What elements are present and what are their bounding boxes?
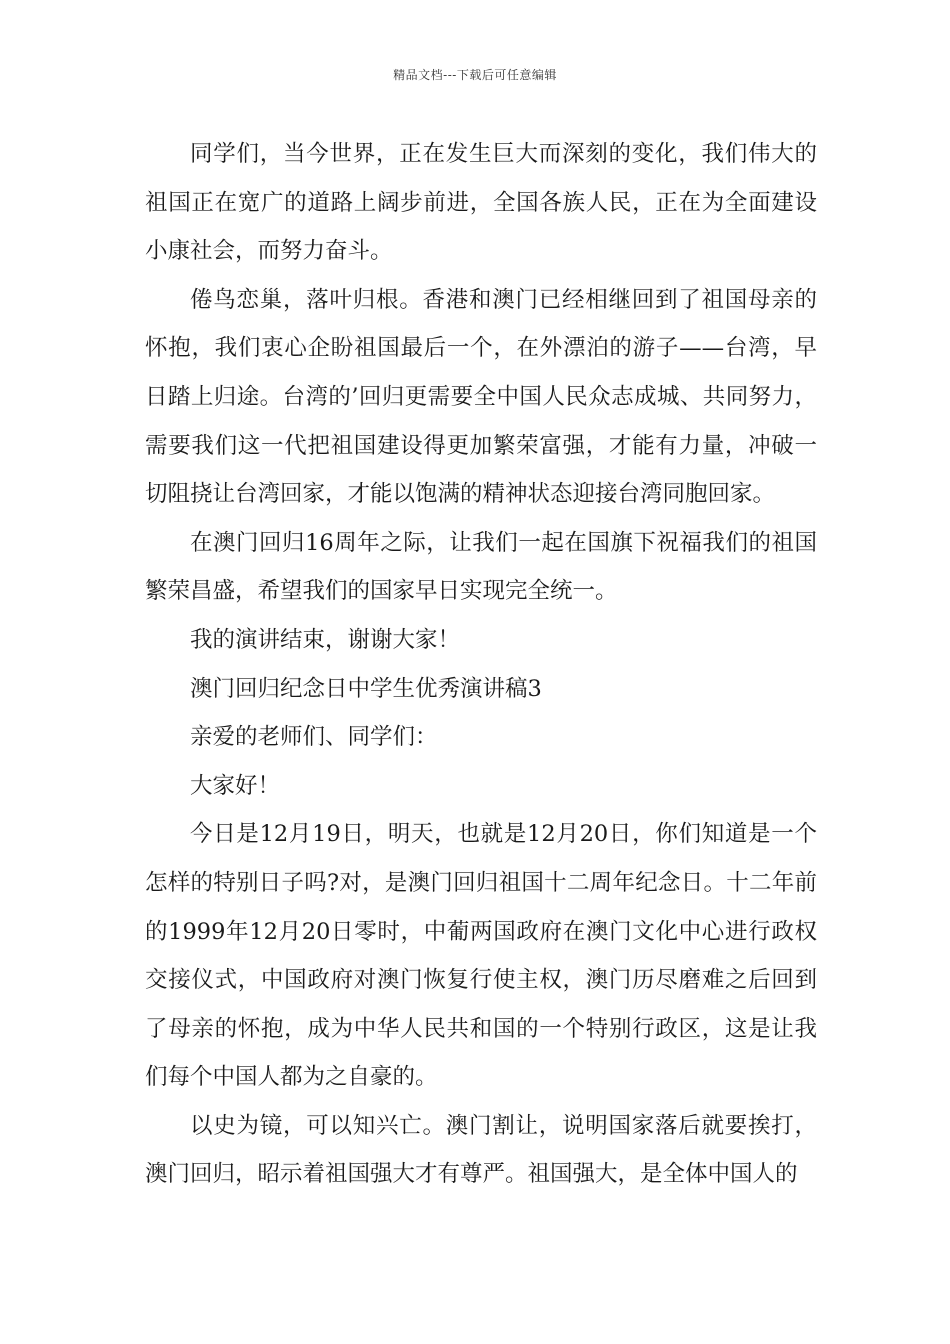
paragraph: 我的演讲结束，谢谢大家！	[190, 626, 461, 653]
section-title: 澳门回归纪念日中学生优秀演讲稿3	[190, 675, 542, 702]
paragraph: 今日是12月19日，明天，也就是12月20日，你们知道是一个怎样的特别日子吗?对，是澳门回归祖国十二周年纪念日。十二年前的1999年12月20日零时，中葡两国政府在澳门文化中心进行政权交接仪式，中国政府对澳门恢复行使主权，澳门历尽磨难之后回到了母亲的怀抱，成为中华人民共和国的一个特别行政区，这是让我们每个中国人都为之自豪的。	[145, 821, 817, 1091]
greeting: 大家好！	[190, 772, 281, 799]
paragraph: 倦鸟恋巢，落叶归根。香港和澳门已经相继回到了祖国母亲的怀抱，我们衷心企盼祖国最后一个，在外漂泊的游子——台湾，早日踏上归途。台湾的’回归更需要全中国人民众志成城、共同努力，需要我们这一代把祖国建设得更加繁荣富强，才能有力量，冲破一切阻挠让台湾回家，才能以饱满的精神状态迎接台湾同胞回家。	[145, 286, 817, 508]
paragraph: 同学们，当今世界，正在发生巨大而深刻的变化，我们伟大的祖国正在宽广的道路上阔步前进，全国各族人民，正在为全面建设小康社会，而努力奋斗。	[145, 141, 817, 265]
document-body	[145, 130, 817, 1199]
paragraph: 以史为镜，可以知兴亡。澳门割让，说明国家落后就要挨打，澳门回归，昭示着祖国强大才有尊严。祖国强大，是全体中国人的	[145, 1112, 817, 1188]
salutation: 亲爱的老师们、同学们：	[190, 724, 438, 751]
page-header: 精品文档---下载后可任意编辑	[393, 68, 557, 82]
paragraph: 在澳门回归16周年之际，让我们一起在国旗下祝福我们的祖国繁荣昌盛，希望我们的国家早日实现完全统一。	[145, 529, 817, 605]
